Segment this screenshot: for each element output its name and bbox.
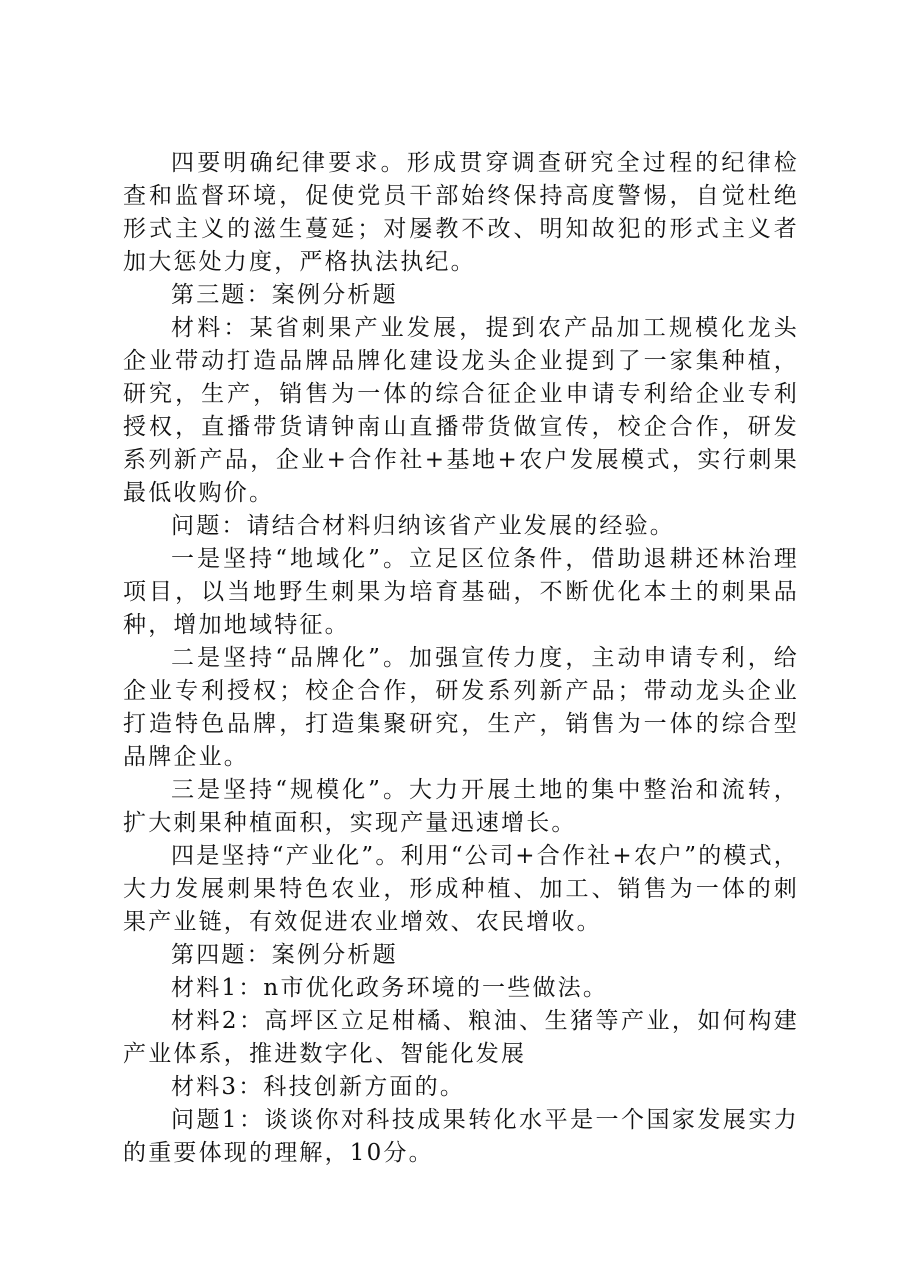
paragraph-point-3: 三是坚持“规模化”。大力开展土地的集中整治和流转，扩大刺果种植面积，实现产量迅速增长。	[123, 777, 799, 836]
paragraph-point-4: 四是坚持“产业化”。利用“公司+合作社+农户”的模式，大力发展刺果特色农业，形成种植、加工、销售为一体的刺果产业链，有效促进农业增效、农民增收。	[123, 843, 799, 935]
heading-question-4: 第四题：案例分析题	[171, 942, 398, 968]
document-body	[123, 147, 799, 1170]
paragraph-point-1: 一是坚持“地域化”。立足区位条件，借助退耕还林治理项目，以当地野生刺果为培育基础，不断优化本土的刺果品种，增加地域特征。	[123, 546, 799, 638]
paragraph-question: 问题：请结合材料归纳该省产业发展的经验。	[171, 513, 675, 539]
paragraph-material-3: 材料3：科技创新方面的。	[171, 1074, 466, 1100]
paragraph-material-2: 材料2：高坪区立足柑橘、粮油、生猪等产业，如何构建产业体系，推进数字化、智能化发展	[123, 1008, 799, 1067]
paragraph-point-2: 二是坚持“品牌化”。加强宣传力度，主动申请专利，给企业专利授权；校企合作，研发系列新产品；带动龙头企业打造特色品牌，打造集聚研究，生产，销售为一体的综合型品牌企业。	[123, 645, 799, 770]
paragraph-material-1: 材料1：n市优化政务环境的一些做法。	[171, 975, 609, 1001]
paragraph-material: 材料：某省刺果产业发展，提到农产品加工规模化龙头企业带动打造品牌品牌化建设龙头企业提到了一家集种植，研究，生产，销售为一体的综合征企业申请专利给企业专利授权，直播带货请钟南山直播带货做宣传，校企合作，研发系列新产品，企业+合作社+基地+农户发展模式，实行刺果最低收购价。	[123, 315, 799, 506]
paragraph-discipline: 四要明确纪律要求。形成贯穿调查研究全过程的纪律检查和监督环境，促使党员干部始终保持高度警惕，自觉杜绝形式主义的滋生蔓延；对屡教不改、明知故犯的形式主义者加大惩处力度，严格执法执纪。	[123, 150, 799, 275]
paragraph-question-1: 问题1：谈谈你对科技成果转化水平是一个国家发展实力的重要体现的理解，10分。	[123, 1107, 799, 1166]
heading-question-3: 第三题：案例分析题	[171, 282, 398, 308]
